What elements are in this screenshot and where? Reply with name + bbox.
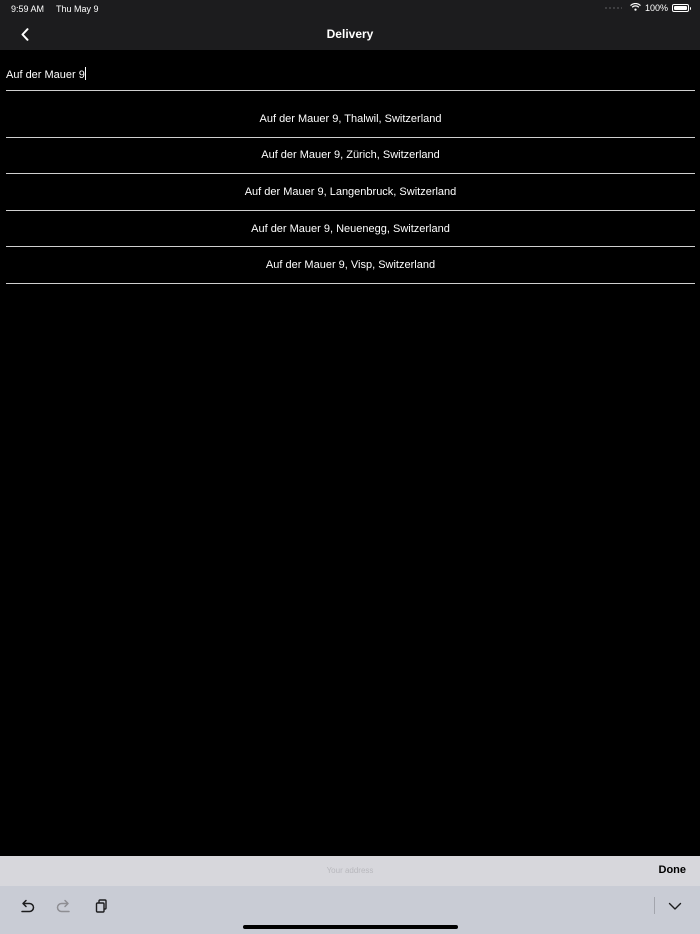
- redo-button[interactable]: [55, 897, 73, 915]
- suggestion-item[interactable]: [6, 101, 695, 138]
- nav-bar: [0, 17, 700, 50]
- suggestion-label: Auf der Mauer 9, Langenbruck, Switzerland: [244, 185, 457, 198]
- keyboard-input-bar: [0, 856, 700, 886]
- redo-icon: [56, 899, 72, 913]
- text-caret: [85, 67, 86, 80]
- keyboard-toolbar: [0, 886, 700, 934]
- keyboard-dismiss-icon: [668, 902, 682, 911]
- suggestion-item[interactable]: [6, 174, 695, 211]
- address-input-value: Auf der Mauer 9: [6, 69, 85, 81]
- status-bar: [0, 0, 700, 17]
- paste-icon: [94, 899, 108, 913]
- suggestion-label: Auf der Mauer 9, Visp, Switzerland: [265, 259, 436, 272]
- page-title: Delivery: [326, 27, 374, 41]
- suggestion-label: Auf der Mauer 9, Zürich, Switzerland: [261, 149, 440, 162]
- suggestion-item[interactable]: [6, 211, 695, 248]
- suggestion-label: Auf der Mauer 9, Neuenegg, Switzerland: [251, 222, 450, 235]
- battery-percent: 100%: [644, 3, 668, 13]
- battery-icon: [672, 4, 689, 12]
- status-date: Thu May 9: [56, 4, 99, 14]
- status-left: [11, 4, 99, 14]
- suggestion-label: Auf der Mauer 9, Thalwil, Switzerland: [259, 112, 442, 125]
- keyboard-dismiss-button[interactable]: [666, 897, 684, 915]
- undo-button[interactable]: [18, 897, 36, 915]
- paste-button[interactable]: [92, 897, 110, 915]
- wifi-icon: [630, 3, 641, 13]
- status-time: 9:59 AM: [11, 4, 45, 14]
- done-button[interactable]: Done: [658, 864, 686, 876]
- status-right: [604, 3, 689, 13]
- toolbar-divider: [654, 897, 655, 914]
- address-suggestions: [6, 101, 695, 284]
- home-indicator[interactable]: [243, 925, 458, 929]
- battery-level-fill: [674, 6, 687, 10]
- address-input-value-wrap: [6, 67, 86, 81]
- suggestion-item[interactable]: [6, 247, 695, 284]
- undo-icon: [19, 899, 35, 913]
- address-input[interactable]: [6, 64, 695, 91]
- suggestion-item[interactable]: [6, 138, 695, 175]
- cellular-dots-icon: [604, 7, 622, 9]
- keyboard-bar-placeholder: Your address: [326, 866, 374, 875]
